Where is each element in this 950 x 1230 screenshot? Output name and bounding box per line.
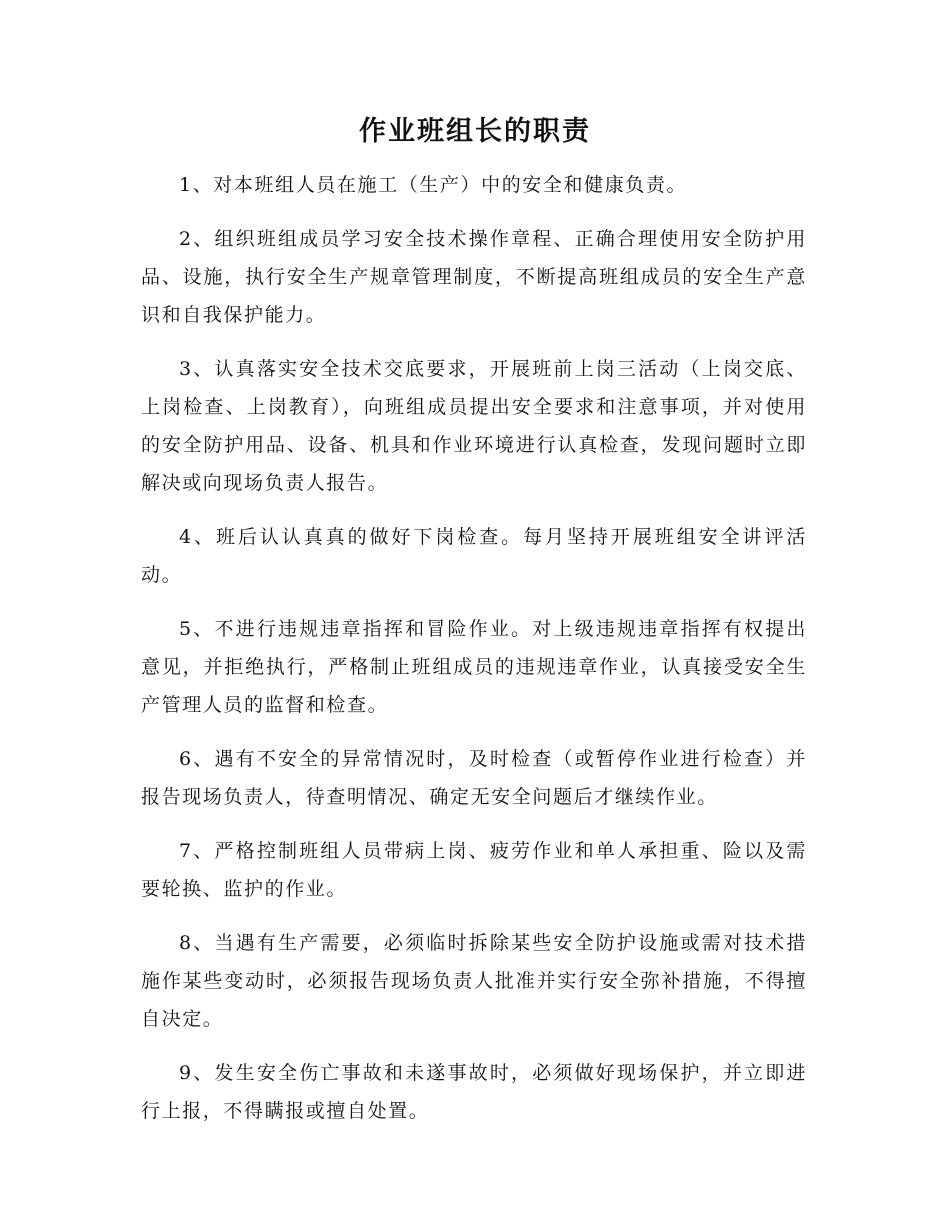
document-body [141,166,807,1146]
paragraph-9: 9、发生安全伤亡事故和未遂事故时，必须做好现场保护，并立即进行上报，不得瞒报或擅自处置。 [141,1062,807,1122]
paragraph-8: 8、当遇有生产需要，必须临时拆除某些安全防护设施或需对技术措施作某些变动时，必须报告现场负责人批准并实行安全弥补措施，不得擅自决定。 [141,932,807,1030]
paragraph-3: 3、认真落实安全技术交底要求，开展班前上岗三活动（上岗交底、上岗检查、上岗教育），向班组成员提出安全要求和注意事项，并对使用的安全防护用品、设备、机具和作业环境进行认真检查，发现问题时立即解决或向现场负责人报告。 [141,358,807,494]
paragraph-5: 5、不进行违规违章指挥和冒险作业。对上级违规违章指挥有权提出意见，并拒绝执行，严格制止班组成员的违规违章作业，认真接受安全生产管理人员的监督和检查。 [141,618,807,716]
paragraph-6: 6、遇有不安全的异常情况时，及时检查（或暂停作业进行检查）并报告现场负责人，待查明情况、确定无安全问题后才继续作业。 [141,748,807,808]
paragraph-2: 2、组织班组成员学习安全技术操作章程、正确合理使用安全防护用品、设施，执行安全生产规章管理制度，不断提高班组成员的安全生产意识和自我保护能力。 [141,228,807,326]
page-title: 作业班组长的职责 [359,116,591,147]
paragraph-4: 4、班后认认真真的做好下岗检查。每月坚持开展班组安全讲评活动。 [141,526,807,586]
paragraph-1: 1、对本班组人员在施工（生产）中的安全和健康负责。 [179,174,688,196]
paragraph-7: 7、严格控制班组人员带病上岗、疲劳作业和单人承担重、险以及需要轮换、监护的作业。 [141,840,807,900]
